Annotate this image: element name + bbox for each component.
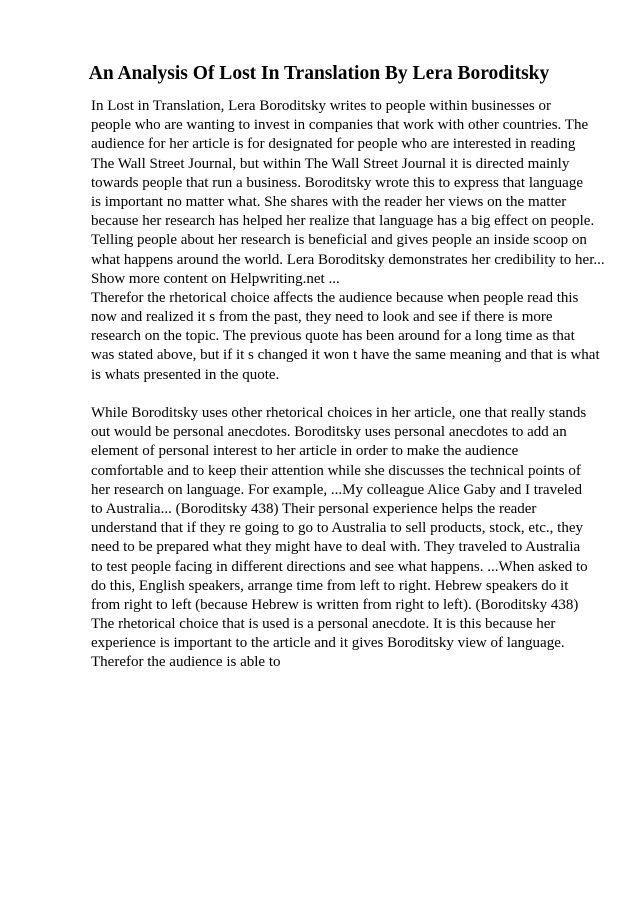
- text-line: do this, English speakers, arrange time from left to right. Hebrew speakers do it: [91, 577, 569, 594]
- text-line: The rhetorical choice that is used is a personal anecdote. It is this because her: [91, 616, 556, 633]
- text-line: from right to left (because Hebrew is written from right to left). (Boroditsky 438): [91, 596, 579, 613]
- text-line: audience for her article is for designated for people who are interested in reading: [91, 136, 576, 153]
- text-line: her research on language. For example, ...My colleague Alice Gaby and I traveled: [91, 481, 583, 498]
- text-line: experience is important to the article and it gives Boroditsky view of language.: [91, 635, 565, 652]
- text-line: to test people facing in different directions and see what happens. ...When asked to: [91, 558, 588, 575]
- text-line: understand that if they re going to go to Australia to sell products, stock, etc., they: [91, 520, 583, 537]
- document-title: An Analysis Of Lost In Translation By Lera Boroditsky: [88, 63, 550, 84]
- paragraph-2: [91, 404, 601, 673]
- text-line: In Lost in Translation, Lera Boroditsky writes to people within businesses or: [91, 98, 551, 114]
- text-line: what happens around the world. Lera Boroditsky demonstrates her credibility to her...: [91, 251, 605, 268]
- text-line: towards people that run a business. Boroditsky wrote this to express that language: [91, 174, 583, 191]
- show-more-link[interactable]: Show more content on Helpwriting.net ...: [91, 270, 340, 287]
- text-line: is important no matter what. She shares with the reader her views on the matter: [91, 193, 567, 210]
- text-line: Therefor the audience is able to: [91, 654, 281, 671]
- paragraph-spacer: [91, 385, 601, 404]
- text-line: Telling people about her research is beneficial and gives people an inside scoop on: [91, 232, 587, 249]
- text-line: research on the topic. The previous quote has been around for a long time as that: [91, 328, 575, 345]
- text-line: Therefor the rhetorical choice affects the audience because when people read this: [91, 289, 579, 306]
- text-line: because her research has helped her realize that language has a big effect on people.: [91, 213, 595, 230]
- text-line: now and realized it s from the past, they need to look and see if there is more: [91, 309, 553, 326]
- document-body: [91, 97, 605, 673]
- text-line: is whats presented in the quote.: [91, 366, 280, 383]
- text-line: people who are wanting to invest in companies that work with other countries. The: [91, 117, 589, 134]
- text-line: was stated above, but if it s changed it won t have the same meaning and that is what: [91, 347, 600, 364]
- text-line: element of personal interest to her article in order to make the audience: [91, 443, 519, 460]
- text-line: need to be prepared what they might have to deal with. They traveled to Australia: [91, 539, 581, 556]
- text-line: While Boroditsky uses other rhetorical choices in her article, one that really stands: [91, 405, 587, 421]
- paragraph-1: [91, 97, 605, 385]
- text-line: to Australia... (Boroditsky 438) Their personal experience helps the reader: [91, 500, 537, 517]
- text-line: comfortable and to keep their attention while she discusses the technical points of: [91, 462, 581, 479]
- text-line: out would be personal anecdotes. Boroditsky uses personal anecdotes to add an: [91, 424, 567, 441]
- text-line: The Wall Street Journal, but within The Wall Street Journal it is directed mainly: [91, 155, 570, 172]
